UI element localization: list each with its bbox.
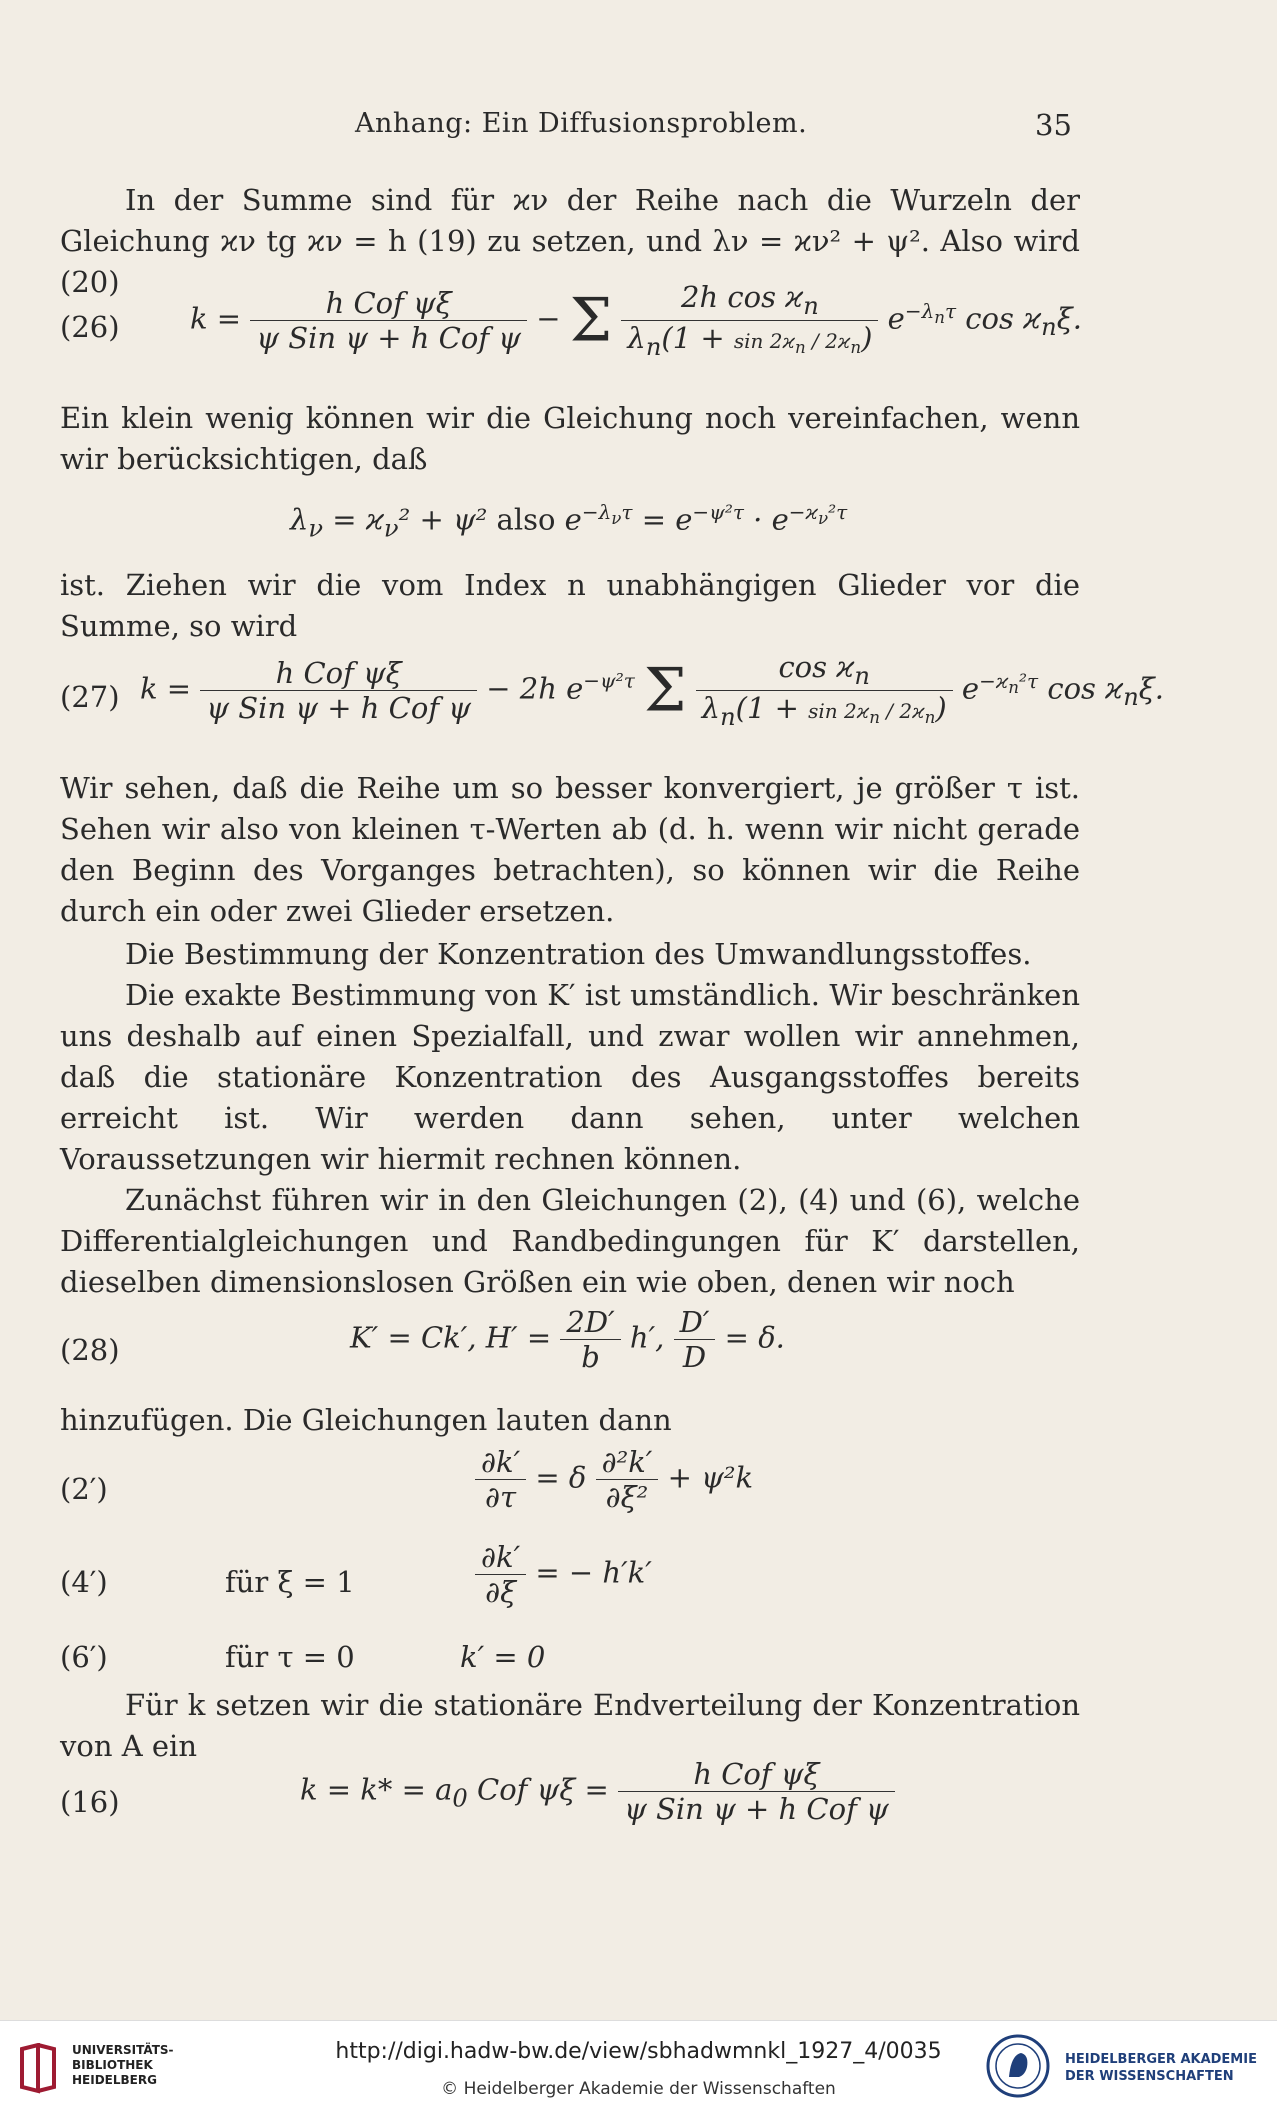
- page-number: 35: [1035, 108, 1072, 142]
- copyright-text: © Heidelberger Akademie der Wissenschaften: [441, 2079, 836, 2099]
- eq2p-formula: $\frac{\partial k'}{\partial\tau}$ = δ $\frac{\text{∂²k′}}{\text{∂ξ²}}$ + ψ²k: [475, 1445, 753, 1514]
- eq4p-tail: = − h′k′: [535, 1555, 652, 1590]
- eq4p-condition: für ξ = 1: [225, 1565, 355, 1599]
- eq27-number: (27): [60, 680, 120, 714]
- paragraph-1: In der Summe sind für ϰν der Reihe nach die Wurzeln der Gleichung ϰν tg ϰν = h (19) zu setzen, und λν = ϰν² + ψ². Also wird (20): [60, 183, 1080, 299]
- university-library-label: UNIVERSITÄTS- BIBLIOTHEK HEIDELBERG: [72, 2043, 174, 2087]
- eq16-number: (16): [60, 1785, 120, 1819]
- paragraph-4: Wir sehen, daß die Reihe um so besser konvergiert, je größer τ ist. Sehen wir also von kleinen τ-Werten ab (d. h. wenn wir nicht gerade den Beginn des Vorganges betrachten), so können wir die Reihe durch ein oder zwei Glieder ersetzen.: [60, 771, 1080, 928]
- eq2p-number: (2′): [60, 1472, 108, 1506]
- eq4p-formula: $\frac{\partial k'}{\partial\xi}$ = − h′k′: [475, 1540, 652, 1609]
- eq26-formula: k = $\frac{\text{h Cof ψξ}}{\text{ψ Sin ψ + h Cof ψ}}$ − Σ $\frac{2h \cos ϰ_n}{\lambda_n(1 + \sin 2ϰ_n / 2ϰ_n)}$ $e^{-\lambda_n\tau}$ $\cos ϰ_n\xi$.: [190, 280, 1082, 361]
- paragraph-5: Die Bestimmung der Konzentration des Umwandlungsstoffes.: [125, 937, 1032, 971]
- running-title: Anhang: Ein Diffusionsproblem.: [355, 108, 808, 139]
- eq2p-tail: + ψ²k: [667, 1460, 754, 1495]
- paragraph-8: hinzufügen. Die Gleichungen lauten dann: [60, 1403, 672, 1437]
- paragraph-7: Zunächst führen wir in den Gleichungen (2), (4) und (6), welche Differentialgleichungen und Randbedingungen für K′ darstellen, dieselben dimensionslosen Größen ein wie oben, denen wir noch: [60, 1183, 1080, 1299]
- relation-formula: $\lambda_\nu = ϰ_\nu^2 + \psi^2$ also $e^{-\lambda_\nu\tau} = e^{-\psi^2\tau} \cdot e^{-ϰ_\nu^2\tau}$: [290, 500, 848, 543]
- eq6p-condition: für τ = 0: [225, 1640, 355, 1674]
- paragraph-2: Ein klein wenig können wir die Gleichung noch vereinfachen, wenn wir berücksichtigen, daß: [60, 401, 1080, 476]
- footer-bar: [0, 2020, 1277, 2115]
- academy-seal-icon: [985, 2033, 1051, 2099]
- eq26-number: (26): [60, 310, 120, 344]
- eq6p-formula: k′ = 0: [460, 1640, 546, 1674]
- eq28-number: (28): [60, 1333, 120, 1367]
- also-word: also: [496, 502, 556, 537]
- academy-label: HEIDELBERGER AKADEMIE DER WISSENSCHAFTEN: [1065, 2052, 1257, 2084]
- paragraph-9: Für k setzen wir die stationäre Endverteilung der Konzentration von A ein: [60, 1688, 1080, 1763]
- paragraph-6: Die exakte Bestimmung von K′ ist umständlich. Wir beschränken uns deshalb auf einen Spezialfall, und zwar wollen wir annehmen, daß die stationäre Konzentration des Ausgangsstoffes bereits erreicht ist. Wir werden dann sehen, unter welchen Voraussetzungen wir hiermit rechnen können.: [60, 978, 1080, 1176]
- eq27-formula: k = $\frac{\text{h Cof ψξ}}{\text{ψ Sin ψ + h Cof ψ}}$ − 2h $e^{-\psi^2\tau}$ Σ $\frac{\cos ϰ_n}{\lambda_n(1 + \sin 2ϰ_n / 2ϰ_n)}$ $e^{-ϰ_n^2\tau}$ $\cos ϰ_n\xi$.: [140, 650, 1164, 731]
- paragraph-3: ist. Ziehen wir die vom Index n unabhängigen Glieder vor die Summe, so wird: [60, 568, 1080, 643]
- source-url-link[interactable]: http://digi.hadw-bw.de/view/sbhadwmnkl_1927_4/0035: [335, 2039, 942, 2064]
- eq4p-number: (4′): [60, 1565, 108, 1599]
- eq28-formula: K′ = Ck′, H′ = $\frac{2D'}{b}$ h′, $\frac{D'}{D}$ = δ.: [350, 1305, 785, 1374]
- eq6p-number: (6′): [60, 1640, 108, 1674]
- eq16-formula: $k = k* = a_0$ Cof ψξ = $\frac{\text{h Cof ψξ}}{\text{ψ Sin ψ + h Cof ψ}}$: [300, 1757, 895, 1826]
- eq28-body: K′ = Ck′, H′ =: [350, 1320, 561, 1355]
